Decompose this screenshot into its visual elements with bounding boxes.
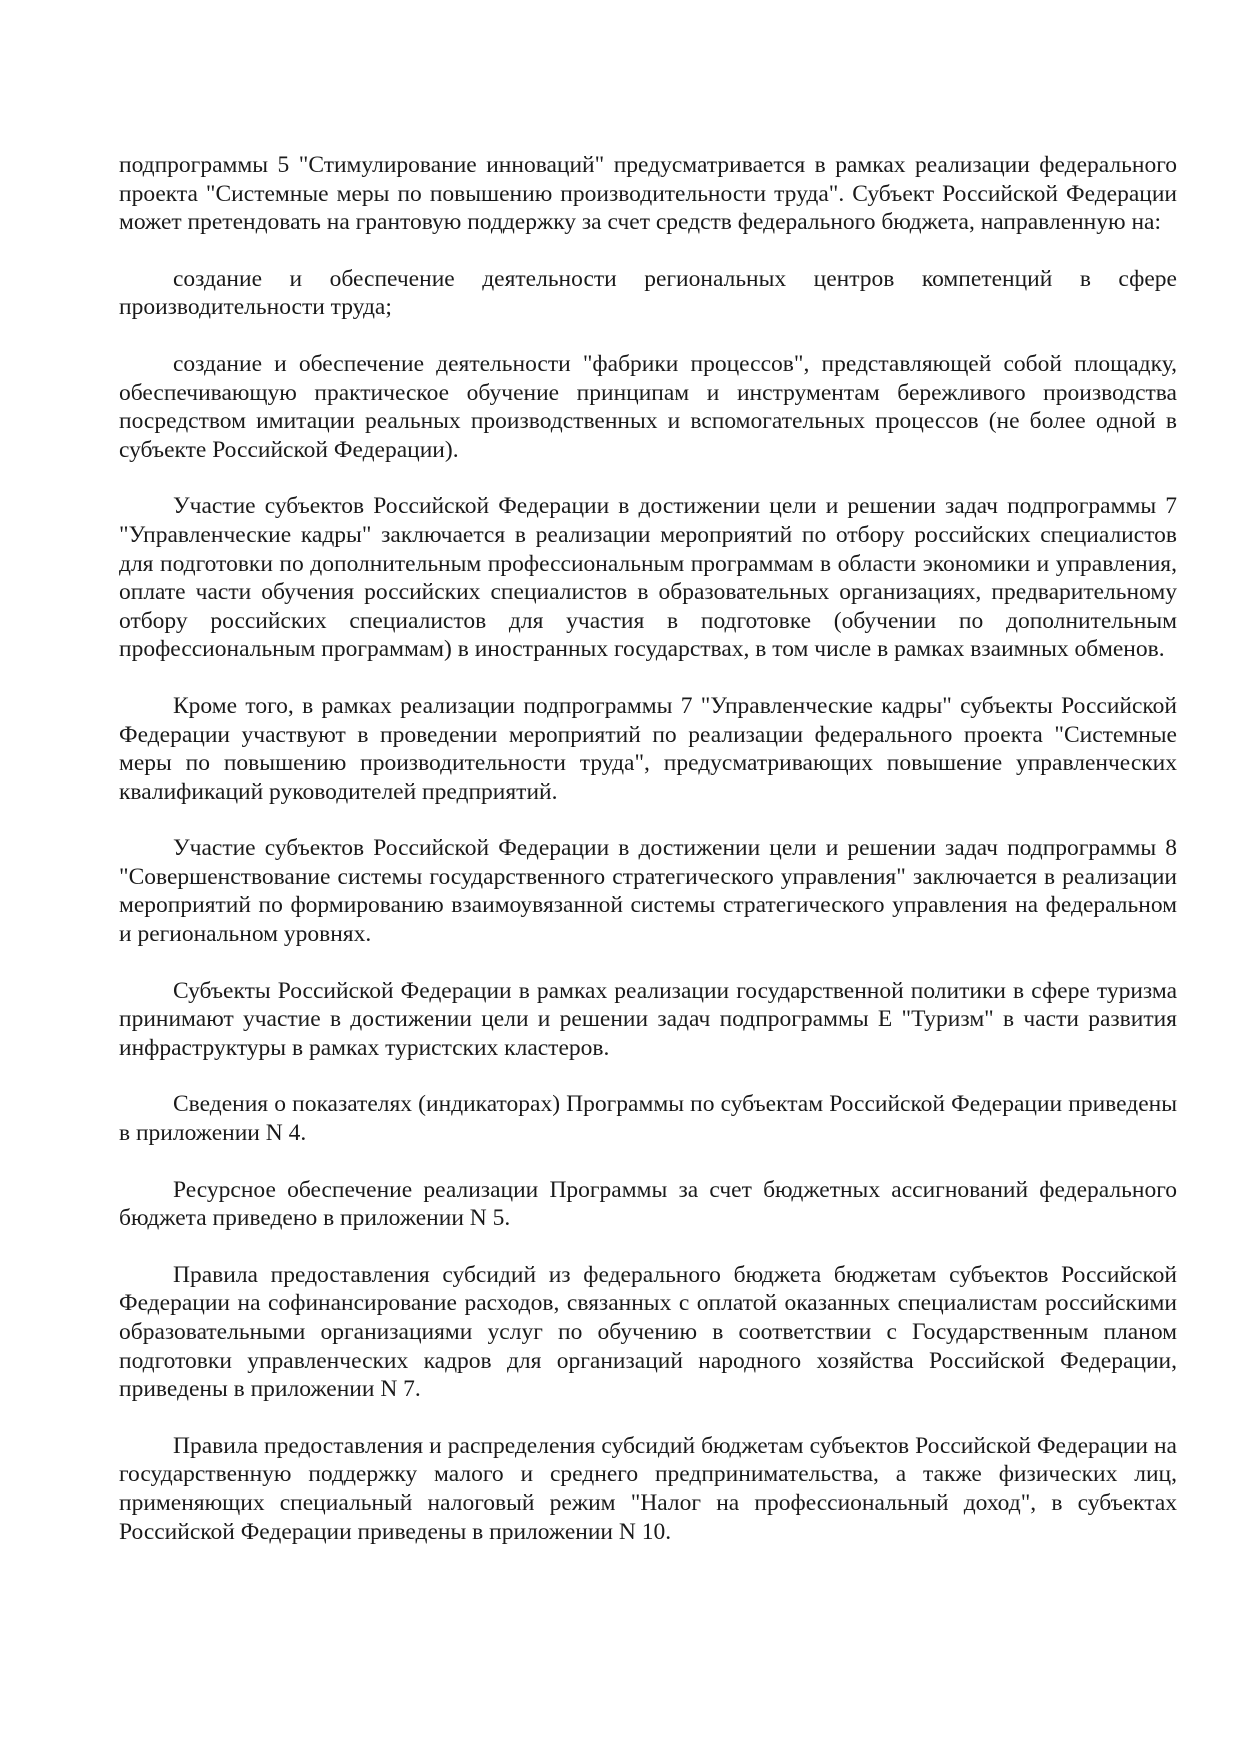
paragraph-resource-support: Ресурсное обеспечение реализации Программы за счет бюджетных ассигнований федерального бюджета приведено в приложении N 5. <box>119 1176 1177 1232</box>
paragraph-subsidy-rules-10: Правила предоставления и распределения субсидий бюджетам субъектов Российской Федерации на государственную поддержку малого и среднего предпринимательства, а также физических лиц, применяющих специальный налоговый режим "Налог на профессиональный доход", в субъектах Российской Федерации приведены в приложении N 10. <box>119 1432 1177 1545</box>
paragraph-competence-centers: создание и обеспечение деятельности региональных центров компетенций в сфере производительности труда; <box>119 265 1177 321</box>
paragraph-subprogram-5: подпрограммы 5 "Стимулирование инноваций" предусматривается в рамках реализации федерального проекта "Системные меры по повышению производительности труда". Субъект Российской Федерации может претендовать на грантовую поддержку за счет средств федерального бюджета, направленную на: <box>119 152 1177 236</box>
paragraph-subsidy-rules-7: Правила предоставления субсидий из федерального бюджета бюджетам субъектов Российской Федерации на софинансирование расходов, связанных с оплатой оказанных специалистам российскими образовательными организациями услуг по обучению в соответствии с Государственным планом подготовки управленческих кадров для организаций народного хозяйства Российской Федерации, приведены в приложении N 7. <box>119 1261 1177 1403</box>
paragraph-tourism: Субъекты Российской Федерации в рамках реализации государственной политики в сфере туризма принимают участие в достижении цели и решении задач подпрограммы Е "Туризм" в части развития инфраструктуры в рамках туристских кластеров. <box>119 977 1177 1061</box>
paragraph-process-factory: создание и обеспечение деятельности "фабрики процессов", представляющей собой площадку, обеспечивающую практическое обучение принципам и инструментам бережливого производства посредством имитации реальных производственных и вспомогательных процессов (не более одной в субъекте Российской Федерации). <box>119 350 1177 463</box>
paragraph-subprogram-7-federal-project: Кроме того, в рамках реализации подпрограммы 7 "Управленческие кадры" субъекты Российской Федерации участвуют в проведении мероприятий по реализации федерального проекта "Системные меры по повышению производительности труда", предусматривающих повышение управленческих квалификаций руководителей предприятий. <box>119 692 1177 805</box>
paragraph-subprogram-8: Участие субъектов Российской Федерации в достижении цели и решении задач подпрограммы 8 "Совершенствование системы государственного стратегического управления" заключается в реализации мероприятий по формированию взаимоувязанной системы стратегического управления на федеральном и региональном уровнях. <box>119 835 1177 948</box>
document-page <box>119 151 1177 1574</box>
paragraph-subprogram-7: Участие субъектов Российской Федерации в достижении цели и решении задач подпрограммы 7 "Управленческие кадры" заключается в реализации мероприятий по отбору российских специалистов для подготовки по дополнительным профессиональным программам в области экономики и управления, оплате части обучения российских специалистов в образовательных организациях, предварительному отбору российских специалистов для участия в подготовке (обучении по дополнительным профессиональным программам) в иностранных государствах, в том числе в рамках взаимных обменов. <box>119 493 1177 663</box>
paragraph-indicators: Сведения о показателях (индикаторах) Программы по субъектам Российской Федерации приведены в приложении N 4. <box>119 1091 1177 1147</box>
